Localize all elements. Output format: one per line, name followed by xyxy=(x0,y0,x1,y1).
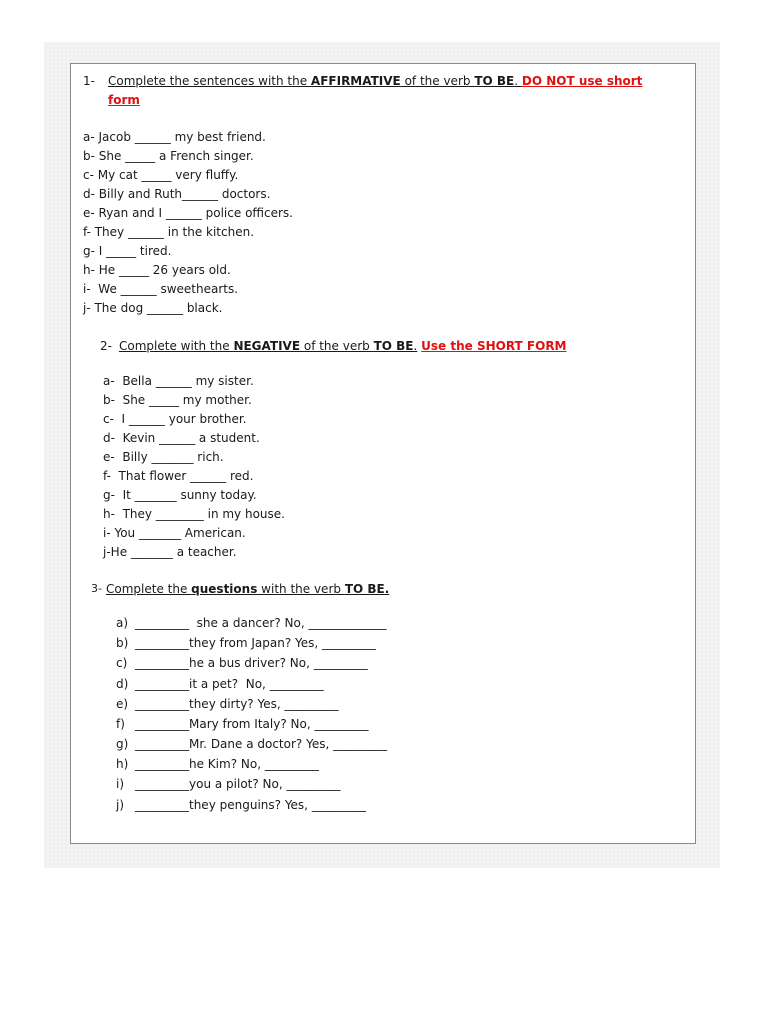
section1-item: f- They ______ in the kitchen. xyxy=(83,225,255,239)
section2-item: i- You _______ American. xyxy=(103,526,246,540)
section1-instr-red-2: form xyxy=(108,93,140,107)
section3-item-label: d) xyxy=(116,677,129,691)
section2-item: f- That flower ______ red. xyxy=(103,469,254,483)
section3-item-label: h) xyxy=(116,757,129,771)
worksheet-frame xyxy=(70,63,696,844)
section3-item-text: _________they dirty? Yes, _________ xyxy=(135,697,339,711)
section3-item-text: _________he a bus driver? No, _________ xyxy=(135,656,368,670)
section1-number: 1- xyxy=(83,74,95,88)
section2-item: c- I ______ your brother. xyxy=(103,412,247,426)
section1-item: e- Ryan and I ______ police officers. xyxy=(83,206,293,220)
section1-instr-a: Complete the sentences with the xyxy=(108,74,311,88)
section3-item-text: _________Mr. Dane a doctor? Yes, _________ xyxy=(135,737,388,751)
section3-instr-tobe: TO BE. xyxy=(344,582,390,596)
section2-instr-a: Complete with the xyxy=(119,339,234,353)
section1-item: d- Billy and Ruth______ doctors. xyxy=(83,187,271,201)
section3-item-text: _________they penguins? Yes, _________ xyxy=(135,798,366,812)
section3-item-label: e) xyxy=(116,697,129,711)
section3-item-label: b) xyxy=(116,636,129,650)
section3-instr-a: Complete the xyxy=(106,582,192,596)
section3-item-label: j) xyxy=(116,798,125,812)
section2-instr-e: . xyxy=(413,339,418,353)
section2-instruction xyxy=(119,339,567,353)
section3-item-label: a) xyxy=(116,616,129,630)
section2-item: e- Billy _______ rich. xyxy=(103,450,224,464)
section3-instr-questions: questions xyxy=(191,582,258,596)
section2-item: g- It _______ sunny today. xyxy=(103,488,257,502)
section2-instr-red: Use the SHORT FORM xyxy=(421,339,567,353)
section2-instr-tobe: TO BE xyxy=(373,339,414,353)
section3-number: 3- xyxy=(91,582,102,595)
worksheet-content xyxy=(71,64,695,843)
section1-instruction xyxy=(108,74,642,88)
section1-instr-c: of the verb xyxy=(400,74,475,88)
section3-item-text: _________Mary from Italy? No, _________ xyxy=(135,717,369,731)
section3-item-text: _________he Kim? No, _________ xyxy=(135,757,319,771)
section3-item-text: _________ she a dancer? No, _____________ xyxy=(135,616,387,630)
section2-instr-c: of the verb xyxy=(300,339,374,353)
section3-item-label: c) xyxy=(116,656,128,670)
section2-item: d- Kevin ______ a student. xyxy=(103,431,260,445)
section2-item: j-He _______ a teacher. xyxy=(103,545,237,559)
section3-item-label: i) xyxy=(116,777,125,791)
section1-instr-tobe: TO BE xyxy=(474,74,515,88)
section1-item: a- Jacob ______ my best friend. xyxy=(83,130,266,144)
section1-item: c- My cat _____ very fluffy. xyxy=(83,168,239,182)
section1-item: j- The dog ______ black. xyxy=(83,301,223,315)
section3-instruction xyxy=(106,582,389,596)
section3-item-label: f) xyxy=(116,717,125,731)
section3-item-text: _________it a pet? No, _________ xyxy=(135,677,324,691)
section1-item: i- We ______ sweethearts. xyxy=(83,282,239,296)
section1-instr-red: DO NOT use short xyxy=(521,74,643,88)
section3-item-label: g) xyxy=(116,737,129,751)
section1-item: h- He _____ 26 years old. xyxy=(83,263,231,277)
section2-number: 2- xyxy=(100,339,112,353)
section3-item-text: _________you a pilot? No, _________ xyxy=(135,777,341,791)
section2-item: b- She _____ my mother. xyxy=(103,393,252,407)
section3-instr-c: with the verb xyxy=(257,582,345,596)
section1-instr-affirmative: AFFIRMATIVE xyxy=(310,74,401,88)
section2-instr-negative: NEGATIVE xyxy=(233,339,301,353)
section1-item: g- I _____ tired. xyxy=(83,244,172,258)
section3-item-text: _________they from Japan? Yes, _________ xyxy=(135,636,377,650)
section2-item: a- Bella ______ my sister. xyxy=(103,374,254,388)
section1-instr-e: . xyxy=(514,74,522,88)
section1-item: b- She _____ a French singer. xyxy=(83,149,254,163)
section2-item: h- They ________ in my house. xyxy=(103,507,285,521)
